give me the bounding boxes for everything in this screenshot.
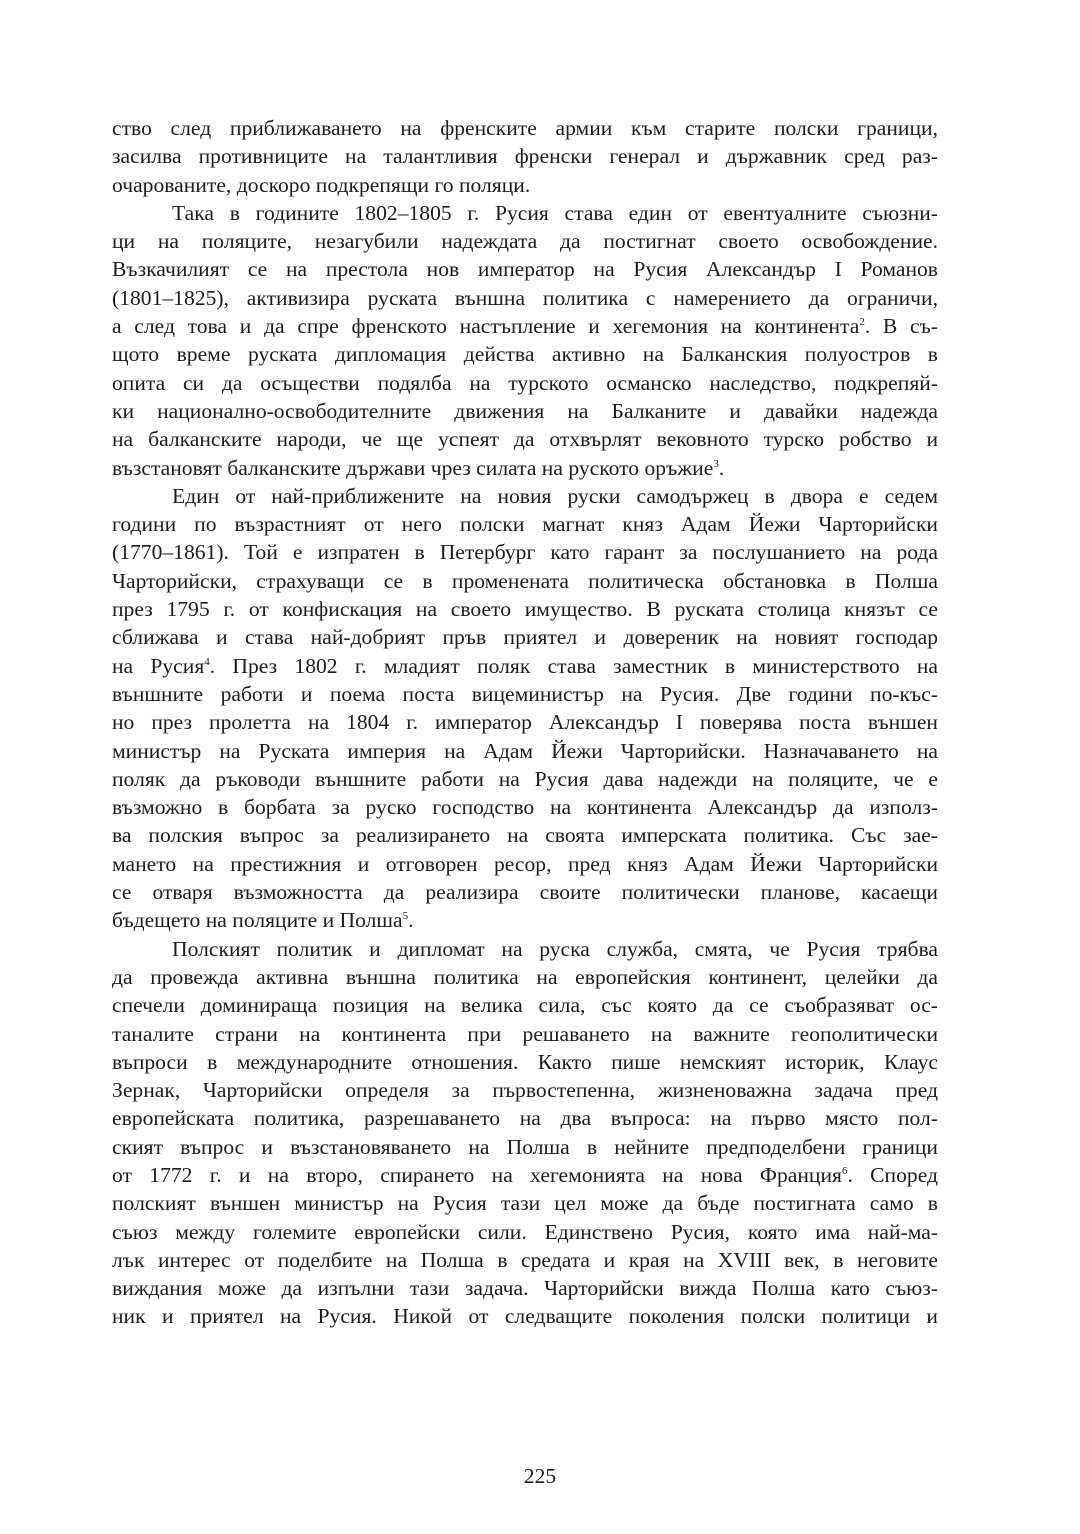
text-line (112, 765, 938, 793)
text-line (112, 284, 938, 312)
text-line-continuation: . Според (847, 1162, 938, 1187)
text-line-content: полският външен министър на Русия тази цел може да бъде постигната само в (112, 1191, 938, 1216)
text-line (112, 652, 938, 680)
text-line (112, 906, 938, 934)
text-line (112, 623, 938, 651)
text-line (112, 1076, 938, 1104)
text-line (112, 1104, 938, 1132)
text-line (112, 595, 938, 623)
text-line (112, 538, 938, 566)
text-line-content: възможно в борбата за руско господство на континента Александър да използ- (112, 795, 938, 820)
text-line (112, 1189, 938, 1217)
text-line (112, 199, 938, 227)
text-line (112, 708, 938, 736)
text-line-content: (1770–1861). Той е изпратен в Петербург като гарант за послушанието на рода (112, 540, 938, 565)
text-line-content: на Русия (112, 653, 205, 678)
text-line (112, 171, 938, 199)
text-line-content: ник и приятел на Русия. Никой от следващите поколения полски политици и (112, 1304, 938, 1329)
text-line (112, 482, 938, 510)
text-line-content: години по възрастният от него полски магнат княз Адам Йежи Чарторийски (112, 512, 938, 537)
text-line-content: ва полския въпрос за реализирането на своята имперската политика. Със зае- (112, 823, 938, 848)
text-line-content: на балканските народи, че ще успеят да отхвърлят вековното турско робство и (112, 427, 938, 452)
text-line (112, 850, 938, 878)
text-line-content: възстановят балканските държави чрез силата на руското оръжие (112, 455, 714, 480)
text-line (112, 1133, 938, 1161)
text-line-continuation: . През 1802 г. младият поляк става заместник в министерството на (209, 653, 939, 678)
text-line-content: ският въпрос и възстановяването на Полша в нейните предподелбени граници (112, 1134, 938, 1159)
text-line (112, 312, 938, 340)
text-line (112, 397, 938, 425)
text-line-content: сближава и става най-добрият пръв приятел и довереник на новият господар (112, 625, 938, 650)
text-line (112, 1218, 938, 1246)
text-line-content: да провежда активна външна политика на европейския континент, целейки да (112, 964, 938, 989)
text-line (112, 425, 938, 453)
text-line-content: ци на поляците, незагубили надеждата да постигнат своето освобождение. (112, 229, 938, 254)
footnote-marker: 6 (841, 1164, 848, 1177)
footnote-marker: 5 (402, 910, 409, 923)
text-line (112, 737, 938, 765)
text-line (112, 142, 938, 170)
text-line-content: външните работи и поема поста вицеминистър на Русия. Две години по-къс- (112, 681, 938, 706)
text-line-content: Така в годините 1802–1805 г. Русия става един от евентуалните съюзни- (172, 200, 938, 225)
text-line-content: Зернак, Чарторийски определя за първостепенна, жизненоважна задача пред (112, 1078, 938, 1103)
text-line-content: опита си да осъществи подялба на турското османско наследство, подкрепяй- (112, 370, 938, 395)
text-line (112, 567, 938, 595)
page-number: 225 (523, 1464, 557, 1488)
text-line-content: европейската политика, разрешаването на два въпроса: на първо място пол- (112, 1106, 938, 1131)
text-line (112, 114, 938, 142)
text-line-content: поляк да ръководи външните работи на Русия дава надежди на поляците, че е (112, 766, 938, 791)
text-line (112, 793, 938, 821)
text-line-continuation: . (408, 908, 414, 933)
body-text (112, 114, 938, 1331)
text-line (112, 1274, 938, 1302)
text-line-content: въпроси в международните отношения. Както пише немският историк, Клаус (112, 1049, 938, 1074)
text-line (112, 935, 938, 963)
text-line-content: от 1772 г. и на второ, спирането на хегемонията на нова Франция (112, 1162, 842, 1187)
text-line-continuation: . В съ- (864, 314, 938, 339)
text-line-content: (1801–1825), активизира руската външна политика с намерението да ограничи, (112, 285, 938, 310)
text-line-content: а след това и да спре френското настъпление и хегемония на континента (112, 314, 860, 339)
text-line-content: лък интерес от поделбите на Полша в средата и края на XVIII век, в неговите (112, 1247, 938, 1272)
text-line (112, 963, 938, 991)
footnote-marker: 2 (859, 315, 865, 328)
text-line-content: засилва противниците на талантливия френски генерал и държавник сред раз- (112, 144, 938, 169)
text-line-content: министър на Руската империя на Адам Йежи Чарторийски. Назначаването на (112, 738, 938, 763)
text-line (112, 1048, 938, 1076)
text-line-content: очарованите, доскоро подкрепящи го поляци. (112, 172, 531, 197)
text-line (112, 1020, 938, 1048)
text-line-content: бъдещето на поляците и Полша (112, 908, 403, 933)
text-line-content: мането на престижния и отговорен ресор, пред княз Адам Йежи Чарторийски (112, 851, 938, 876)
footnote-marker: 3 (713, 457, 719, 470)
text-line-content: ки национално-освободителните движения на Балканите и давайки надежда (112, 398, 938, 423)
text-line (112, 369, 938, 397)
text-line (112, 821, 938, 849)
text-line-content: се отваря възможността да реализира своите политически планове, касаещи (112, 880, 938, 905)
text-line-content: таналите страни на континента при решаването на важните геополитически (112, 1021, 938, 1046)
text-line-content: Полският политик и дипломат на руска служба, смята, че Русия трябва (172, 936, 938, 961)
text-line (112, 680, 938, 708)
text-line-content: но през пролетта на 1804 г. император Александър I поверява поста външен (112, 710, 938, 735)
text-line (112, 255, 938, 283)
text-line (112, 454, 938, 482)
text-line (112, 1161, 938, 1189)
text-line-content: Един от най-приближените на новия руски самодържец в двора е седем (172, 483, 938, 508)
footnote-marker: 4 (204, 655, 210, 668)
text-line (112, 227, 938, 255)
text-line (112, 878, 938, 906)
text-line-content: щото време руската дипломация действа активно на Балканския полуостров в (112, 342, 938, 367)
text-line-content: ство след приближаването на френските армии към старите полски граници, (112, 116, 938, 140)
text-line (112, 1302, 938, 1330)
text-line (112, 1246, 938, 1274)
text-line (112, 991, 938, 1019)
text-line (112, 340, 938, 368)
text-line-content: Възкачилият се на престола нов император на Русия Александър I Романов (112, 257, 938, 282)
text-line-content: през 1795 г. от конфискация на своето имущество. В руската столица князът се (112, 597, 938, 622)
text-line-continuation: . (718, 455, 725, 480)
text-line-content: спечели доминираща позиция на велика сила, със която да се съобразяват ос- (112, 993, 938, 1018)
text-line-content: съюз между големите европейски сили. Единствено Русия, която има най-ма- (112, 1219, 938, 1244)
text-line-content: Чарторийски, страхуващи се в променената политическа обстановка в Полша (112, 568, 938, 593)
text-line-content: виждания може да изпълни тази задача. Чарторийски вижда Полша като съюз- (112, 1276, 938, 1301)
text-line (112, 510, 938, 538)
